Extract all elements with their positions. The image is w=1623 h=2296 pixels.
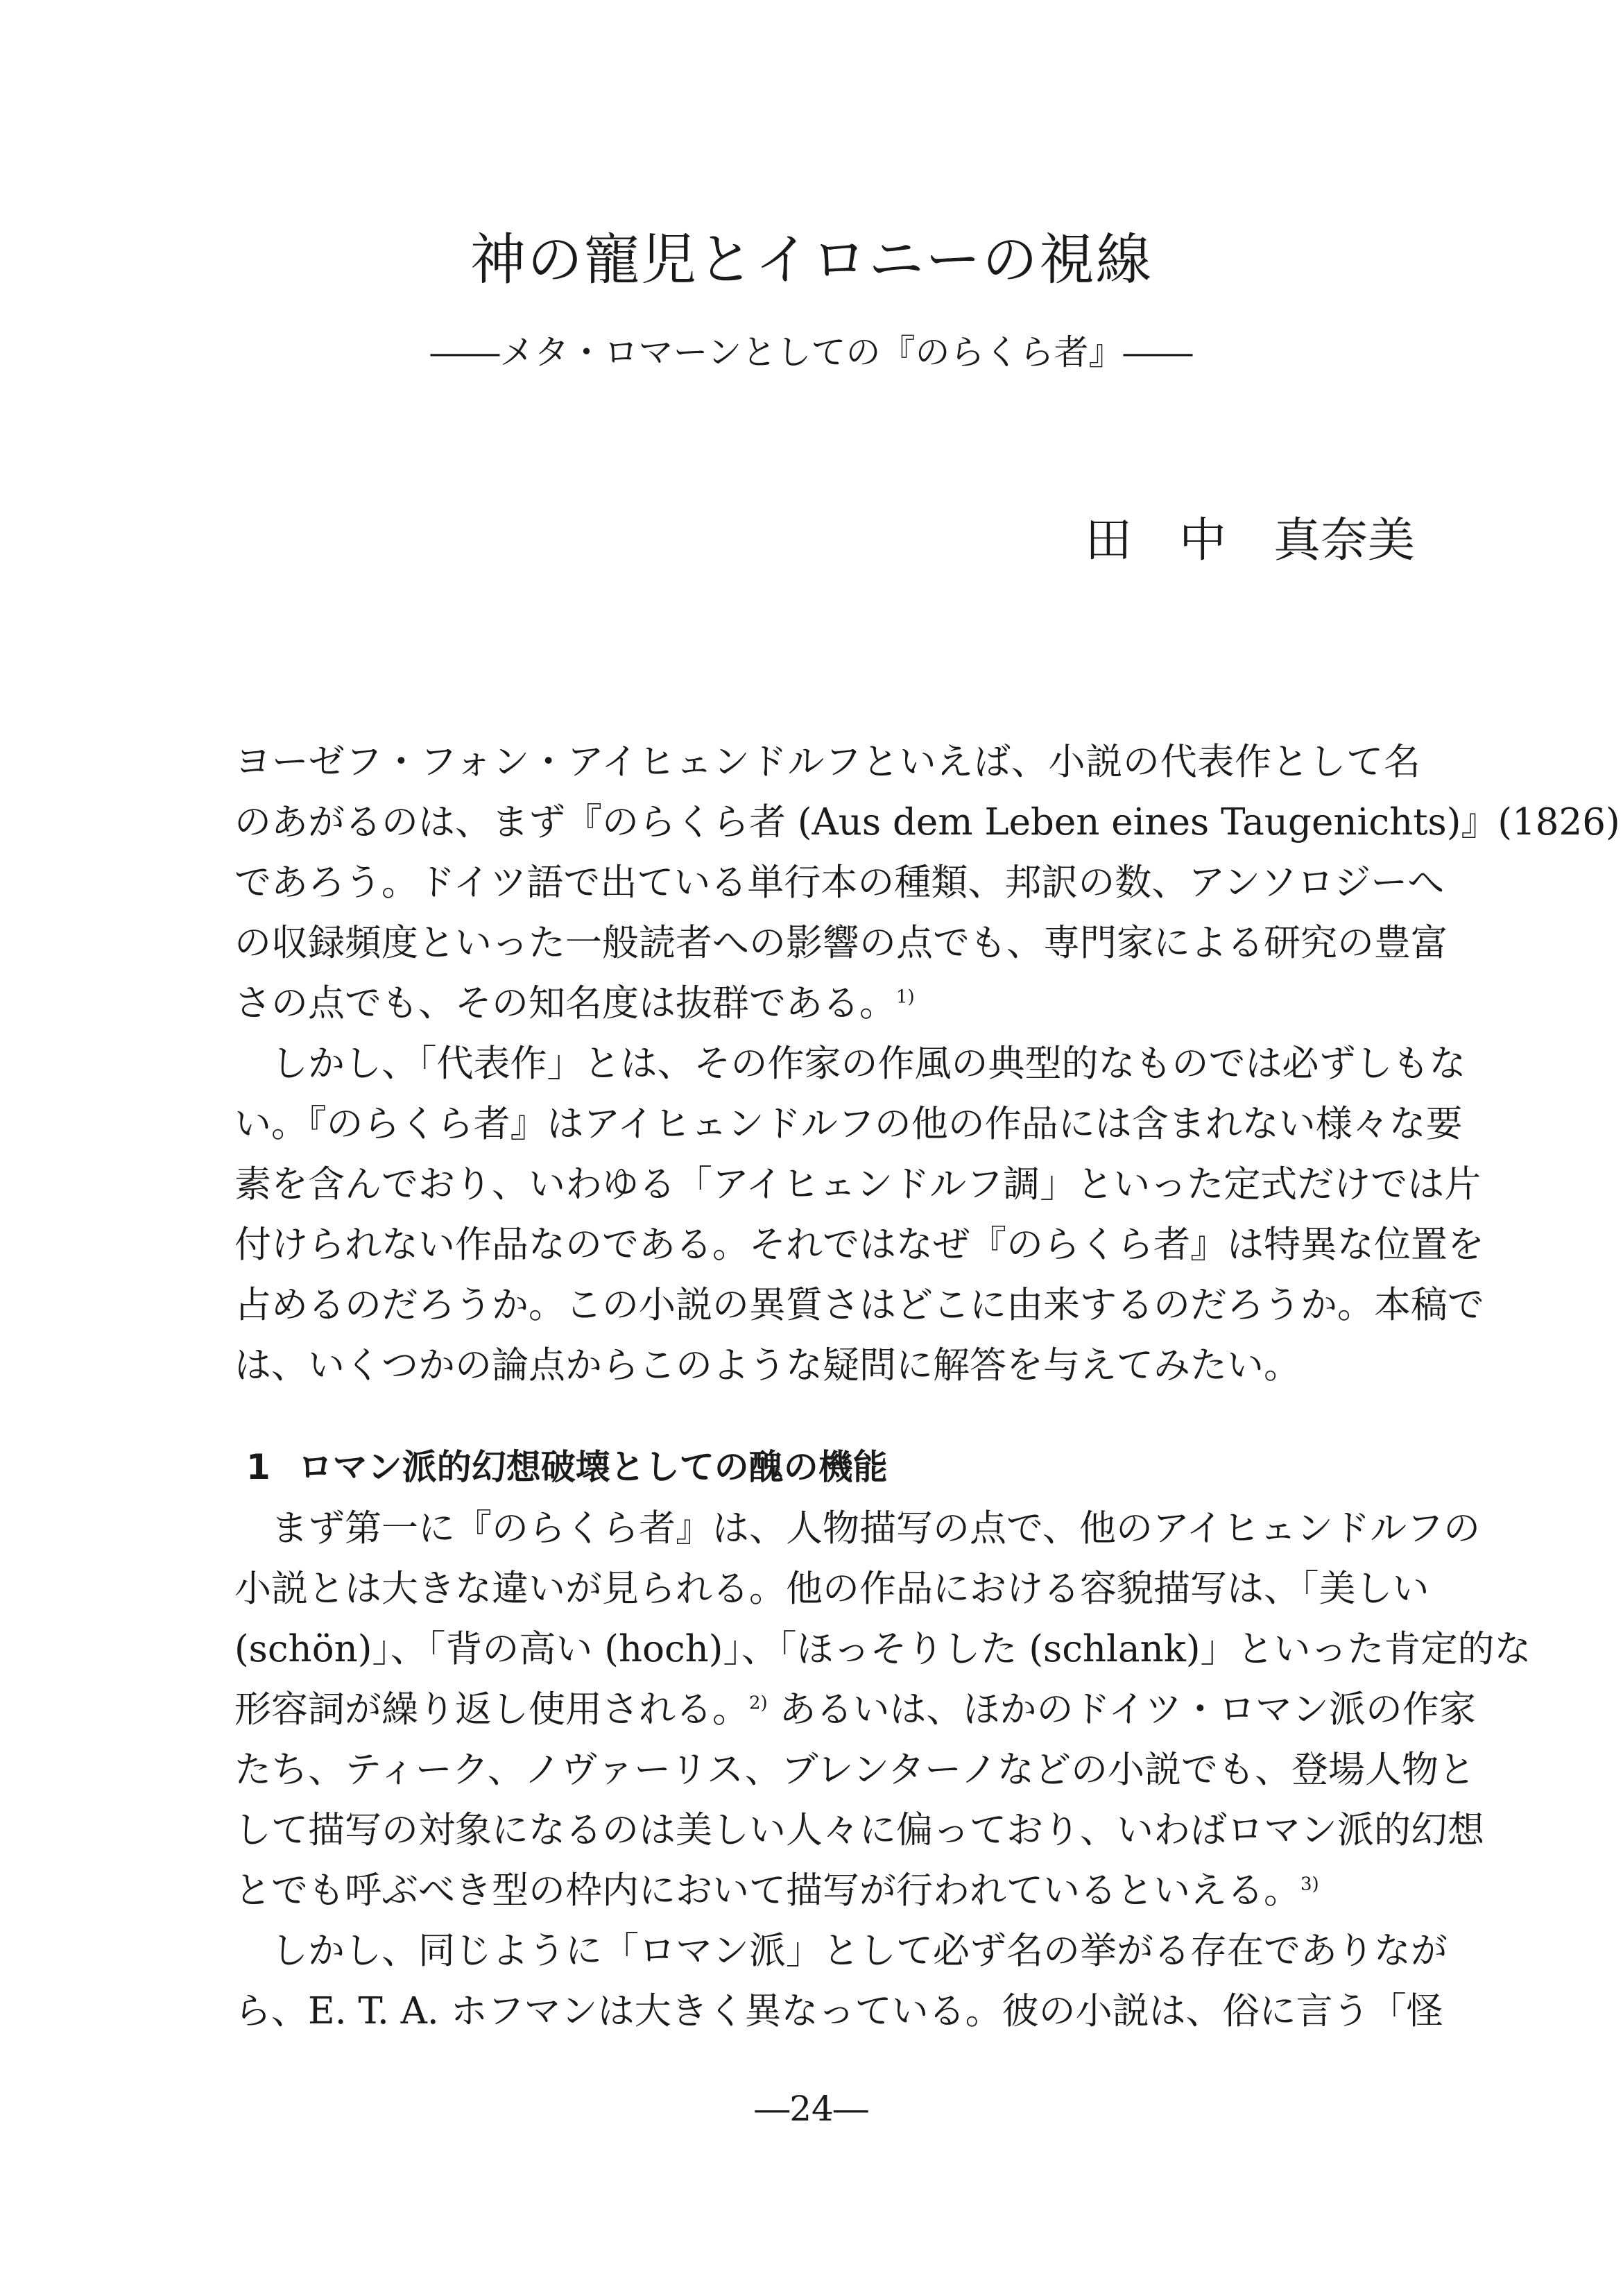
text-line [234, 1498, 1481, 1559]
text-line [234, 973, 1420, 1034]
text-line [234, 913, 1448, 973]
section-heading [246, 1439, 888, 1495]
text-line [234, 1619, 1531, 1679]
article-subtitle: ――メタ・ロマーンとしての『のらくら者』―― [430, 332, 1193, 372]
text-line [234, 1559, 1429, 1619]
line-text: しかし、同じように「ロマン派」として必ず名の挙がる存在でありなが [234, 1930, 1448, 1972]
intro-paragraphs [234, 732, 1620, 1396]
footnote-marker: 1) [896, 986, 915, 1008]
section-number: 1 [246, 1447, 270, 1487]
section1-paragraphs [234, 1498, 1531, 2041]
line-text: であろう。ドイツ語で出ている単行本の種類、邦訳の数、アンソロジーへ [234, 862, 1445, 904]
line-text: たち、ティーク、ノヴァーリス、ブレンターノなどの小説でも、登場人物と [234, 1749, 1476, 1791]
line-text: のあがるのは、まず『のらくら者 (Aus dem Leben eines Taugenichts)』(1826) [234, 801, 1620, 843]
line-text: して描写の対象になるのは美しい人々に偏っており、いわばロマン派的幻想 [234, 1809, 1484, 1851]
text-line [234, 1981, 1443, 2041]
footnote-marker: 2) [749, 1693, 768, 1714]
line-text-continued: あるいは、ほかのドイツ・ロマン派の作家 [767, 1688, 1476, 1731]
text-line [234, 1921, 1448, 1981]
text-line [234, 1275, 1484, 1335]
page-number: ―24― [755, 2089, 868, 2129]
text-line [234, 1034, 1466, 1094]
footnote-marker: 3) [1300, 1874, 1319, 1895]
line-text: しかし、「代表作」とは、その作家の作風の典型的なものでは必ずしもな [234, 1043, 1466, 1085]
text-line [234, 1094, 1463, 1154]
author-name: 田 中 真奈美 [1084, 513, 1415, 568]
text-line [234, 1154, 1482, 1215]
text-line [234, 732, 1420, 792]
text-line [234, 792, 1620, 853]
text-line [234, 1740, 1476, 1800]
line-text: ら、E. T. A. ホフマンは大きく異なっている。彼の小説は、俗に言う「怪 [234, 1990, 1443, 2032]
text-line [234, 1679, 1476, 1740]
section-heading-text: ロマン派的幻想破壊としての醜の機能 [298, 1447, 888, 1487]
line-text: 素を含んでおり、いわゆる「アイヒェンドルフ調」といった定式だけでは片 [234, 1163, 1482, 1206]
text-line [234, 853, 1445, 913]
line-text: さの点でも、その知名度は抜群である。 [234, 982, 896, 1025]
line-text: 占めるのだろうか。この小説の異質さはどこに由来するのだろうか。本稿で [234, 1284, 1484, 1326]
line-text: の収録頻度といった一般読者への影響の点でも、専門家による研究の豊富 [234, 922, 1448, 964]
line-text: 付けられない作品なのである。それではなぜ『のらくら者』は特異な位置を [234, 1224, 1484, 1266]
line-text: は、いくつかの論点からこのような疑問に解答を与えてみたい。 [234, 1344, 1300, 1387]
line-text: (schön)」、「背の高い (hoch)」、「ほっそりした (schlank)」といった肯定的な [234, 1628, 1531, 1670]
line-text: 小説とは大きな違いが見られる。他の作品における容貌描写は、「美しい [234, 1568, 1429, 1610]
line-text: とでも呼ぶべき型の枠内において描写が行われているといえる。 [234, 1869, 1300, 1912]
line-text: ヨーゼフ・フォン・アイヒェンドルフといえば、小説の代表作として名 [234, 741, 1420, 783]
text-line [234, 1860, 1420, 1921]
line-text: い。『のらくら者』はアイヒェンドルフの他の作品には含まれない様々な要 [234, 1103, 1463, 1145]
line-text: まず第一に『のらくら者』は、人物描写の点で、他のアイヒェンドルフの [234, 1507, 1481, 1550]
text-line [234, 1335, 1420, 1396]
line-text: 形容詞が繰り返し使用される。 [234, 1688, 749, 1731]
article-title: 神の寵児とイロニーの視線 [470, 228, 1153, 292]
text-line [234, 1215, 1484, 1275]
text-line [234, 1800, 1484, 1860]
